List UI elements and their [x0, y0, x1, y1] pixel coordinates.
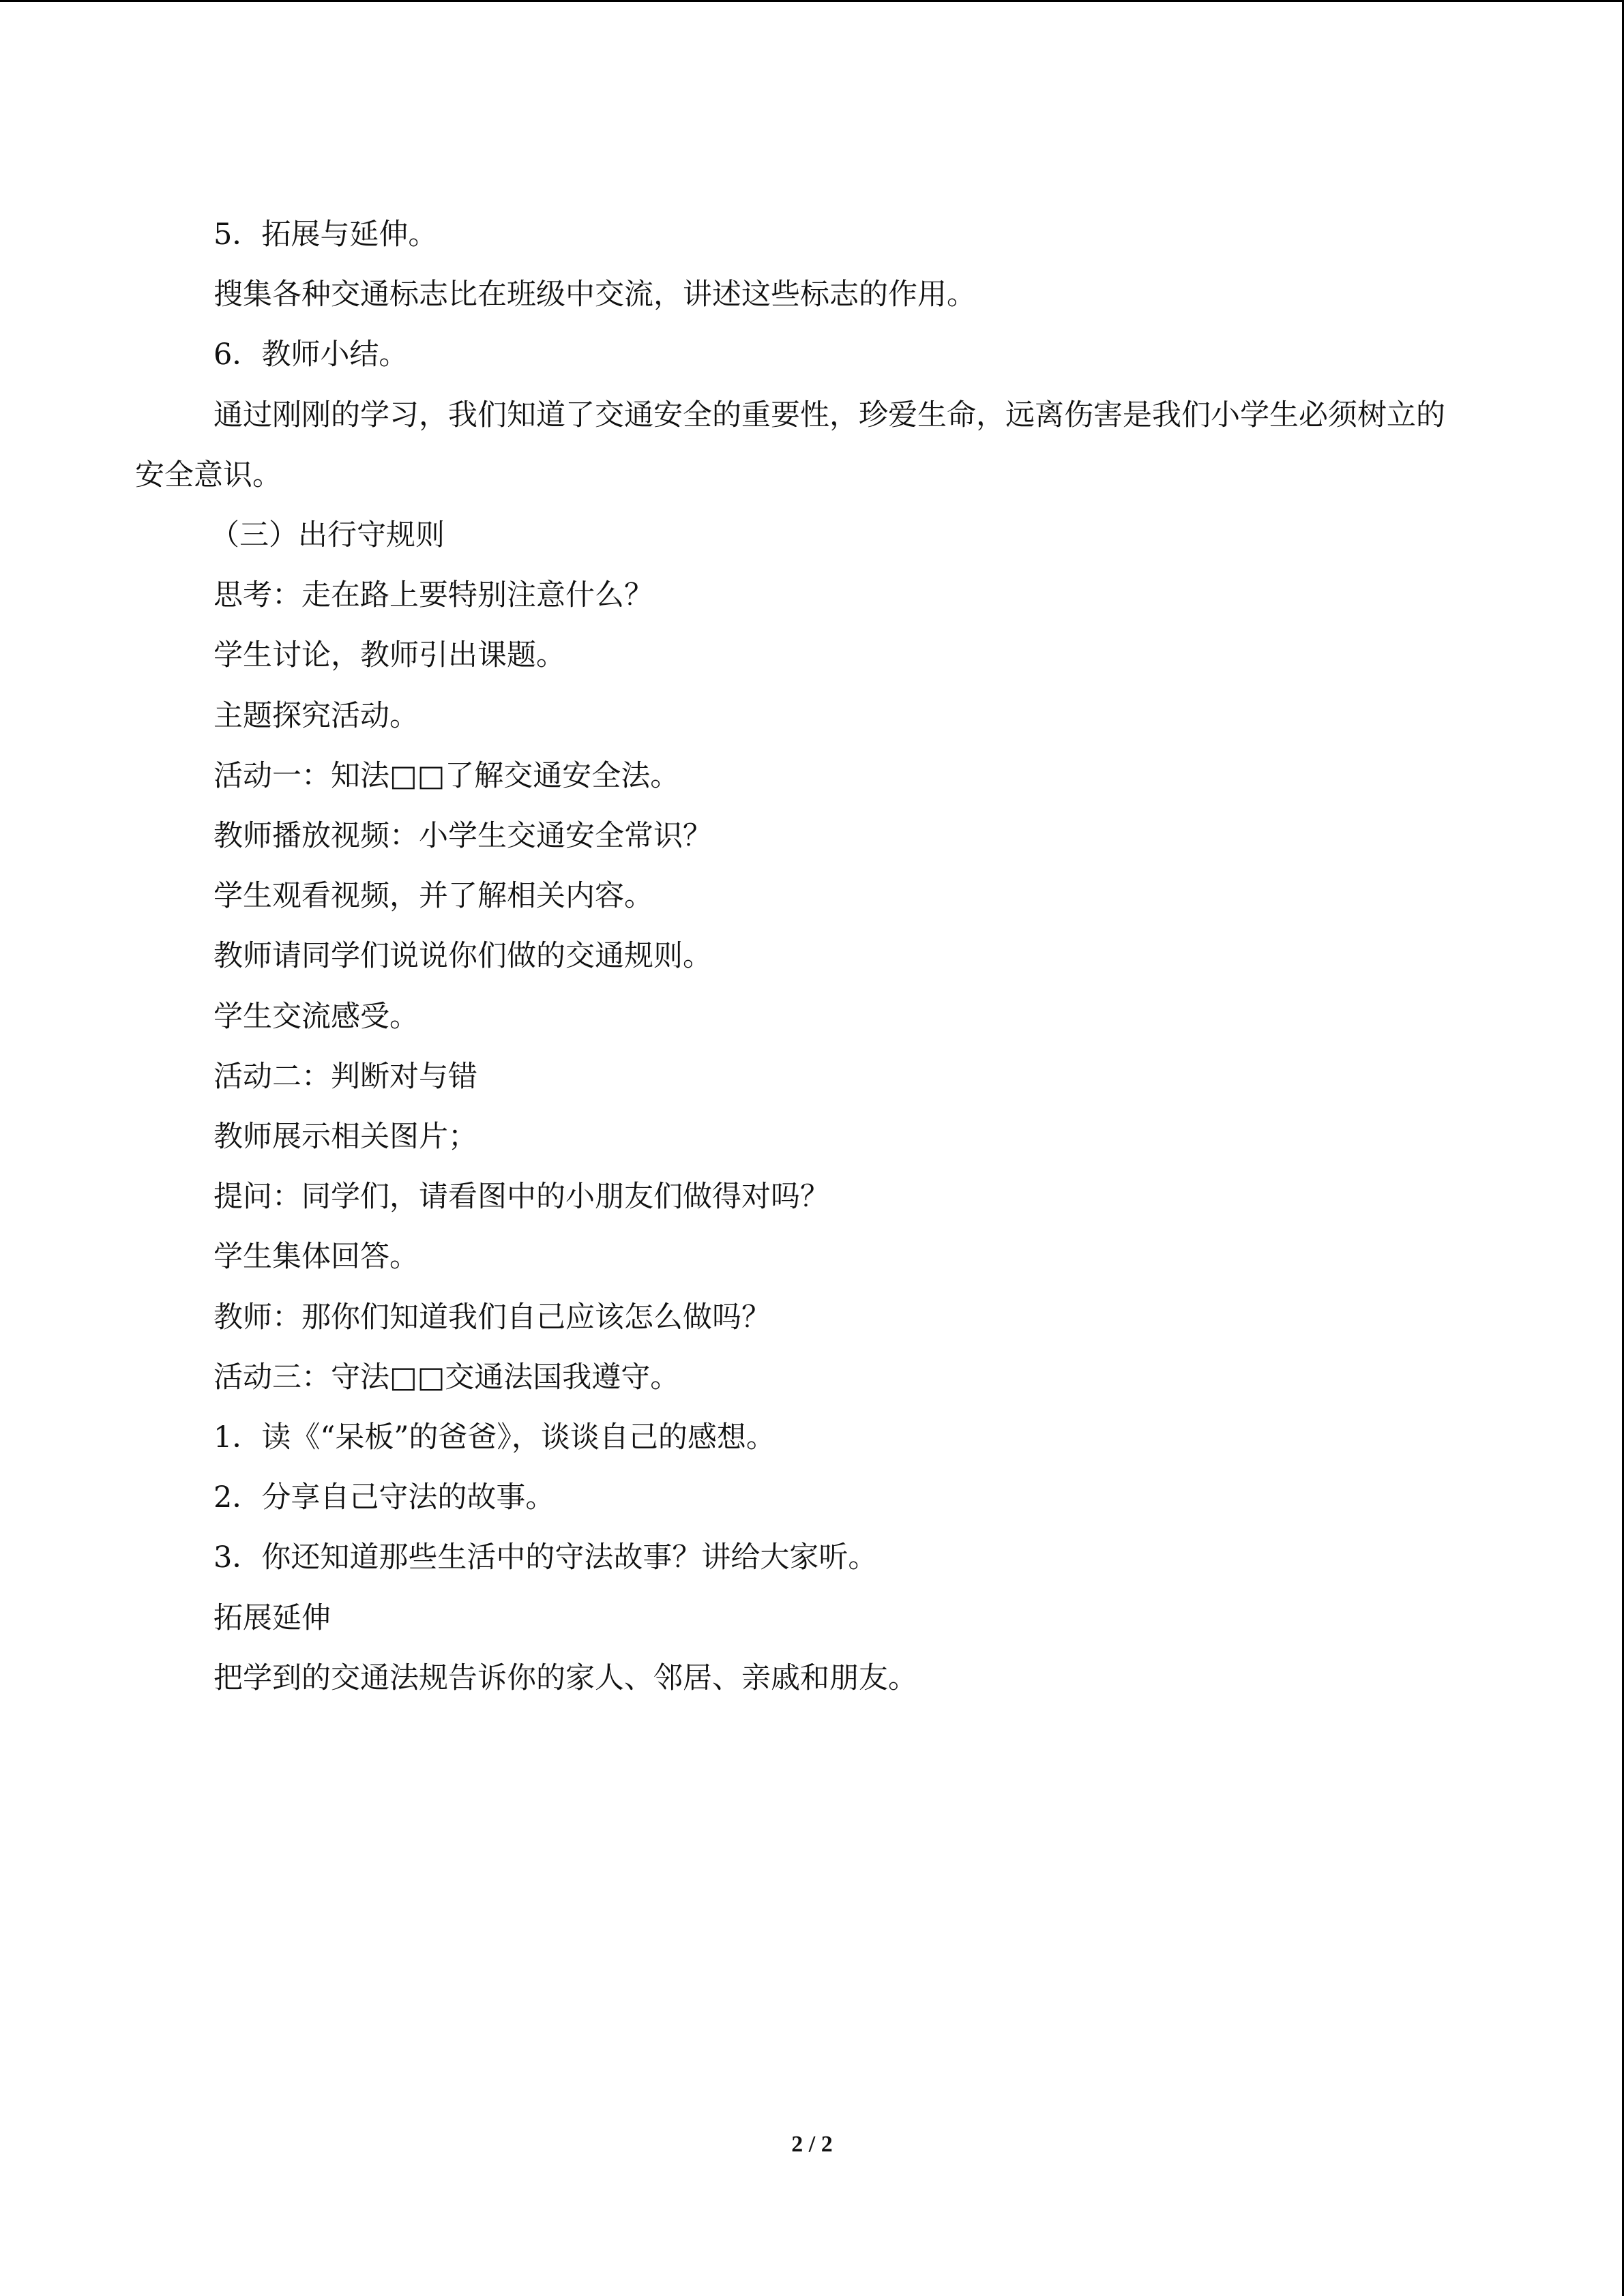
- paragraph: 6．教师小结。: [213, 338, 409, 372]
- paragraph: 主题探究活动。: [213, 698, 419, 733]
- paragraph: 教师：那你们知道我们自己应该怎么做吗？: [213, 1300, 771, 1335]
- paragraph: 通过刚刚的学习，我们知道了交通安全的重要性，珍爱生命，远离伤害是我们小学生必须树立的安全意识。: [135, 398, 1445, 492]
- section-heading: （三）出行守规则: [210, 518, 445, 553]
- page-top-border: [0, 0, 1624, 2]
- paragraph: 活动一：知法□□了解交通安全法。: [213, 758, 680, 793]
- paragraph: 3．你还知道那些生活中的守法故事？讲给大家听。: [213, 1540, 878, 1575]
- paragraph: 提问：同学们，请看图中的小朋友们做得对吗？: [213, 1180, 829, 1214]
- document-body: [135, 205, 1465, 1708]
- paragraph: 2．分享自己守法的故事。: [213, 1480, 555, 1515]
- paragraph: 学生讨论，教师引出课题。: [213, 638, 565, 673]
- page-number: 2 / 2: [791, 2132, 833, 2157]
- paragraph: 教师播放视频：小学生交通安全常识？: [213, 819, 712, 854]
- paragraph: 把学到的交通法规告诉你的家人、邻居、亲戚和朋友。: [213, 1660, 917, 1695]
- paragraph: 教师展示相关图片；: [213, 1120, 477, 1154]
- paragraph: 活动二：判断对与错: [213, 1059, 477, 1094]
- paragraph: 教师请同学们说说你们做的交通规则。: [213, 939, 712, 974]
- paragraph: 拓展延伸: [213, 1600, 331, 1635]
- paragraph: 学生交流感受。: [213, 999, 419, 1034]
- paragraph: 活动三：守法□□交通法国我遵守。: [213, 1360, 680, 1395]
- paragraph: 搜集各种交通标志比在班级中交流，讲述这些标志的作用。: [213, 278, 976, 312]
- paragraph: 思考：走在路上要特别注意什么？: [213, 578, 653, 613]
- paragraph: 学生集体回答。: [213, 1240, 419, 1274]
- paragraph: 1．读《“呆板”的爸爸》，谈谈自己的感想。: [213, 1420, 776, 1455]
- paragraph: 5．拓展与延伸。: [213, 218, 438, 252]
- paragraph: 学生观看视频，并了解相关内容。: [213, 879, 653, 914]
